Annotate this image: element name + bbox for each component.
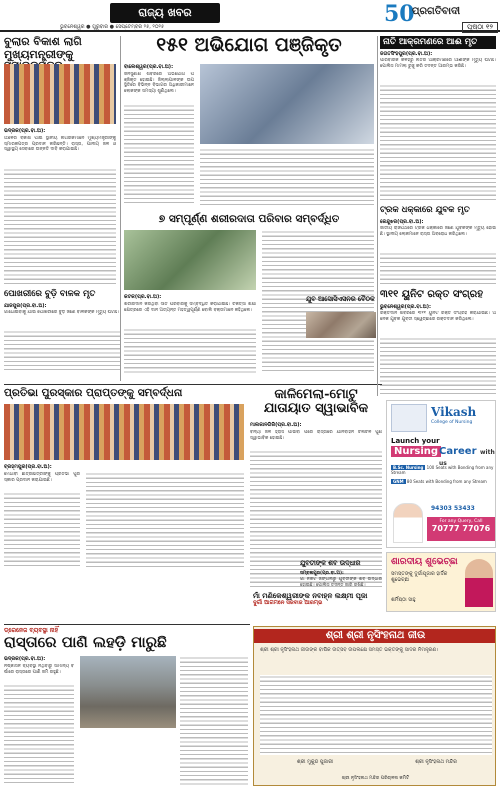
ad-tagline-prefix: Launch your	[391, 437, 440, 445]
article-headline: ମୁଖ୍ୟମନ୍ତ୍ରୀଙ୍କୁ	[4, 47, 74, 61]
article-waterlogging	[4, 628, 248, 786]
section-title: ରାଜ୍ୟ ଖବର	[110, 3, 220, 23]
article-youth-meeting	[306, 296, 376, 376]
article-photo	[4, 404, 244, 460]
article-kicker: ବୁଲାର ବିକାଶ ଲାଗି	[4, 35, 82, 48]
article-body: ଶରୀରଦାନ କରିଥିବା ସାତ ପରିବାରକୁ ସମ୍ବର୍ଦ୍ଧିତ କରାଯାଇଛି। ଚିକିତ୍ସା ଶିକ୍ଷା କ୍ଷେତ୍ରରେ ଏହି ଦାନ ଅତ୍ୟନ୍ତ ମହତ୍ୱପୂର୍ଣ୍ଣ ବୋଲି ବକ୍ତାମାନେ କହିଥିଲେ।	[124, 302, 256, 313]
article-body: ମେଧାବୀ ଛାତ୍ରଛାତ୍ରୀଙ୍କୁ ପ୍ରତିଭା ପୁରସ୍କାର ପ୍ରଦାନ କରାଯାଇଛି।	[4, 472, 80, 483]
column-divider	[120, 36, 121, 381]
article-byline: ମାଲକାନଗିରି(ପ୍ର.ବା.ଅ):	[250, 422, 302, 428]
dateline: ଭୁବନେଶ୍ୱର ● ଗୁରୁବାର ● ସେପ୍ଟେମ୍ବର ୨୫, ୨୦୨୫	[60, 24, 165, 30]
article-photo	[306, 312, 376, 338]
article-kicker: ଦୁର୍ଗା ଆଗମନେ ସଜବାଜ ଆରମ୍ଭ	[253, 600, 323, 607]
article-body-continued	[380, 337, 496, 396]
article-memorandum	[4, 36, 116, 286]
article-byline: ଭଦ୍ରକ(ପ୍ର.ବା.ଅ):	[4, 128, 46, 134]
article-body: ନିଷ୍କାସନ ବ୍ୟବସ୍ଥା ନଥିବାରୁ ସାମାନ୍ୟ ବର୍ଷାରେ ରାସ୍ତାରେ ପାଣି ଜମି ରହୁଛି।	[4, 664, 74, 675]
course-row-gnm	[391, 479, 495, 484]
article-byline: ଜଗତସିଂହପୁର(ପ୍ର.ବା.ଅ):	[380, 51, 433, 57]
article-photo	[124, 230, 256, 290]
article-photo	[80, 656, 176, 728]
section-divider	[4, 624, 250, 625]
article-body: ଅଞ୍ଚଳର ବିକାଶ ପାଇଁ ସ୍ଥାନୀୟ ନାଗରିକମାନେ ମୁଖ୍ୟମନ୍ତ୍ରୀଙ୍କୁ ସ୍ମାରକପତ୍ର ପ୍ରଦାନ କରିଛନ୍ତି। ରାସ୍ତା, ପାନୀୟ ଜଳ ଓ ସ୍ୱାସ୍ଥ୍ୟ ସେବାରେ ଉନ୍ନତି ଦାବି କରାଯାଇଛି।	[4, 136, 116, 153]
article-body-columns	[200, 148, 374, 206]
article-manikeswari-puja	[253, 592, 383, 622]
article-body-columns	[86, 472, 244, 568]
masthead	[0, 0, 500, 32]
advertisement-temple[interactable]	[253, 626, 496, 786]
article-byline: ସମ୍ବଲପୁର(ପ୍ର.ବା.ଅ):	[300, 571, 344, 576]
article-headline: ପ୍ରତିଭା ପୁରସ୍କାର ପ୍ରାପ୍ତଙ୍କୁ ସମ୍ବର୍ଦ୍ଧନା	[4, 387, 183, 399]
article-grandmother-death	[380, 36, 496, 201]
ad-body	[260, 647, 492, 755]
nurse-illustration	[393, 503, 423, 543]
article-kicker: ଡ୍ରେନେଜ ବ୍ୟବସ୍ଥା ନାହିଁ	[4, 627, 59, 634]
article-byline: କେନ୍ଦୁଝର(ପ୍ର.ବା.ଅ):	[380, 219, 424, 225]
course-row-bsc	[391, 465, 495, 475]
article-byline: ଭୁବନେଶ୍ୱର(ପ୍ର.ବା.ଅ):	[380, 304, 431, 310]
ad-subtitle: ସମସ୍ତଙ୍କୁ ଦୁର୍ଗାପୂଜାର ହାର୍ଦ୍ଦିକ ଶୁଭେଚ୍ଛା	[391, 571, 448, 583]
person-portrait	[465, 559, 493, 607]
ad-tagline-nursing: Nursing	[391, 446, 441, 457]
article-body: ଜାତୀୟ ରାଜପଥରେ ଟ୍ରକ ଧକ୍କାରେ ଜଣେ ଯୁବକଙ୍କ ମୃତ୍ୟୁ ହୋଇଛି। ସ୍ଥାନୀୟ ଲୋକମାନେ ରାସ୍ତା ଅବରୋଧ କରିଥିଲେ।	[380, 226, 496, 237]
ad-title: Vikash	[431, 405, 477, 419]
article-body-columns	[180, 656, 248, 786]
article-traffic-normal	[250, 388, 382, 588]
article-headline: ରାସ୍ତାରେ ପାଣି ଲହଡ଼ି ମାରୁଛି	[4, 633, 167, 652]
article-blood-donation	[380, 290, 496, 396]
ad-tagline-with-us: with us	[439, 449, 495, 467]
ad-phone-number-secondary: 94303 53433	[431, 505, 475, 512]
ad-title: ଶ୍ରୀ ଶ୍ରୀ ନୃସିଂହନାଥ ଜୀଉ	[254, 629, 496, 643]
ad-contact-label: For any Query, Call	[439, 519, 483, 524]
brand-name: ପ୍ରଗତିବାଦୀ	[412, 6, 461, 17]
article-byline: ବ୍ରହ୍ମପୁର(ପ୍ର.ବା.ଅ):	[4, 464, 52, 470]
article-body-continued	[124, 328, 256, 374]
article-body-continued	[4, 330, 120, 370]
ad-body-text: ଶ୍ରୀ ଶ୍ରୀ ନୃସିଂହନାଥ ଜୀଉଙ୍କ ବାର୍ଷିକ ଉତ୍ସବ ଉପଲକ୍ଷେ ସମସ୍ତ ଭକ୍ତଙ୍କୁ ସାଦର ନିମନ୍ତ୍ରଣ।	[260, 647, 439, 653]
article-body: ଗାଁ ନିକଟ ଜଙ୍ଗଲରୁ ଯୁବତୀଙ୍କ ଶବ ଉଦ୍ଧାର ହୋଇଛି। ପୋଲିସ ତଦନ୍ତ ଜାରି ରଖିଛି।	[300, 577, 382, 588]
ad-person-name: ଶର୍ମିଷ୍ଠା ସାହୁ	[391, 597, 416, 603]
ad-signature-left: ଶ୍ରୀ ମୁକୁନ୍ଦ ପୁଜାରୀ	[296, 759, 334, 765]
article-headline: ପୋଖରୀରେ ବୁଡ଼ି ବାଳକ ମୃତ	[4, 289, 96, 299]
brand-anniversary-number: 50	[384, 1, 415, 27]
article-headline: ମାଁ ମଣିକେଶ୍ୱରୀଙ୍କ ନବାହ୍ନ ଲକ୍ଷ୍ମୀ ପୂଜା	[253, 591, 368, 600]
ad-tagline-career-word: Career	[439, 446, 477, 457]
article-complaints	[124, 36, 374, 206]
article-body-continued	[4, 684, 74, 786]
article-headline: ଯୁବ ଆସୋସିଏସନର ବୈଠକ	[306, 295, 375, 303]
ad-title: ଶାରଦୀୟ ଶୁଭେଚ୍ଛା	[391, 557, 458, 567]
ad-phone-number: 70777 77076	[431, 524, 491, 533]
ad-footer: ଶ୍ରୀ ନୃସିଂହନାଥ ମନ୍ଦିର ପରିଚାଳନା କମିଟି	[341, 776, 410, 781]
advertisement-vikash-nursing[interactable]	[386, 400, 496, 548]
article-body: ଗାଧୋଇବାକୁ ଯାଇ ପୋଖରୀରେ ବୁଡ଼ି ଜଣେ ବାଳକଙ୍କ ମୃତ୍ୟୁ ଘଟିଛି।	[4, 310, 120, 315]
article-byline: ଯାଜପୁର(ପ୍ର.ବା.ଅ):	[4, 303, 47, 309]
section-divider	[4, 384, 382, 385]
column-divider	[377, 36, 378, 396]
college-logo-icon	[391, 404, 427, 432]
course-tag-bsc: B.Sc. Nursing	[393, 465, 424, 470]
article-body-continued	[4, 492, 80, 568]
ad-contact-box[interactable]	[427, 517, 495, 541]
course-text-bsc: 100 Seats with Bonding from any Stream	[391, 465, 494, 475]
article-body-continued	[4, 168, 116, 286]
article-headline: କାଳିମେଲା-ମୋଟୁ ଯାତାୟାତ ସ୍ୱାଭାବିକ	[263, 387, 369, 416]
article-body-continued	[380, 252, 496, 286]
article-body: ରକ୍ତଦାନ ଶିବିରରେ ୩୧୧ ୟୁନିଟ ରକ୍ତ ସଂଗ୍ରହ କରାଯାଇଛି। ଅନେକ ଯୁବକ ଯୁବତୀ ସ୍ୱେଚ୍ଛାରେ ରକ୍ତଦାନ କରିଥିଲେ।	[380, 311, 496, 322]
ad-body-continued	[260, 675, 492, 755]
article-headline: ନାତି ଆକ୍ରମଣରେ ଆଈ ମୃତ	[380, 36, 496, 49]
course-text-gnm: 80 Seats with Bonding from any Stream	[406, 479, 487, 484]
article-byline: କଟକ(ପ୍ର.ବା.ଅ):	[124, 294, 162, 300]
article-photo	[200, 64, 374, 144]
article-photo	[4, 64, 116, 124]
article-headline: ଟ୍ରକ ଧକ୍କାରେ ଯୁବକ ମୃତ	[380, 205, 470, 215]
article-headline: ଯୁବତୀଙ୍କ ଶବ ଉଦ୍ଧାର	[300, 559, 361, 567]
article-truck-accident	[380, 206, 496, 286]
article-headline: ୭ ସମ୍ପୂର୍ଣ୍ଣ ଶରୀରଦାତା ପରିବାର ସମ୍ବର୍ଦ୍ଧିତ	[158, 213, 340, 225]
article-headline: ୧୫୧ ଅଭିଯୋଗ ପଞ୍ଜିକୃତ	[156, 34, 342, 56]
article-body: ପାରିବାରିକ କଳହରୁ ନାତିର ଆକ୍ରମଣରେ ଆଈଙ୍କ ମୃତ୍ୟୁ ଘଟିଛି। ପୋଲିସ ମାମଲା ରୁଜୁ କରି ତଦନ୍ତ ଆରମ୍ଭ କରିଛି।	[380, 58, 496, 69]
article-pond-drowning	[4, 290, 120, 370]
ad-subtitle: College of Nursing	[431, 420, 473, 425]
article-talent-award	[4, 388, 244, 568]
article-body: ଜନସୁଣାଣି ଶିବିରରେ ଅଭିଯୋଗ ପଞ୍ଜିକୃତ ହୋଇଛି। ଜିଲ୍ଲାପାଳଙ୍କ ଉପସ୍ଥିତିରେ ବିଭିନ୍ନ ବିଭାଗର ଅଧିକାରୀମାନେ ଲୋକଙ୍କ ସମସ୍ୟା ଶୁଣିଥିଲେ।	[124, 72, 194, 94]
article-byline: ଭଦ୍ରକ(ପ୍ର.ବା.ଅ):	[4, 656, 46, 662]
ad-signature-right: ଶ୍ରୀ ନୃସିଂହନାଥ ମନ୍ଦିର	[415, 759, 457, 765]
advertisement-festive-greetings[interactable]	[386, 552, 496, 612]
article-body-continued	[380, 84, 496, 201]
article-headline: ୩୧୧ ୟୁନିଟ ରକ୍ତ ସଂଗ୍ରହ	[380, 289, 484, 300]
article-body-continued	[124, 104, 194, 206]
article-body: ବନ୍ୟା ଜଳ ହ୍ରାସ ପାଇବା ପରେ ରାସ୍ତାରେ ଯାନବାହନ ଚଳାଚଳ ପୁଣି ସ୍ୱାଭାବିକ ହୋଇଛି।	[250, 430, 382, 441]
article-byline: ବାଲେଶ୍ୱର(ପ୍ର.ବା.ଅ):	[124, 64, 174, 70]
course-tag-gnm: GNM	[393, 479, 404, 484]
page-number: ପୃଷ୍ଠା ୧୨	[462, 22, 498, 33]
